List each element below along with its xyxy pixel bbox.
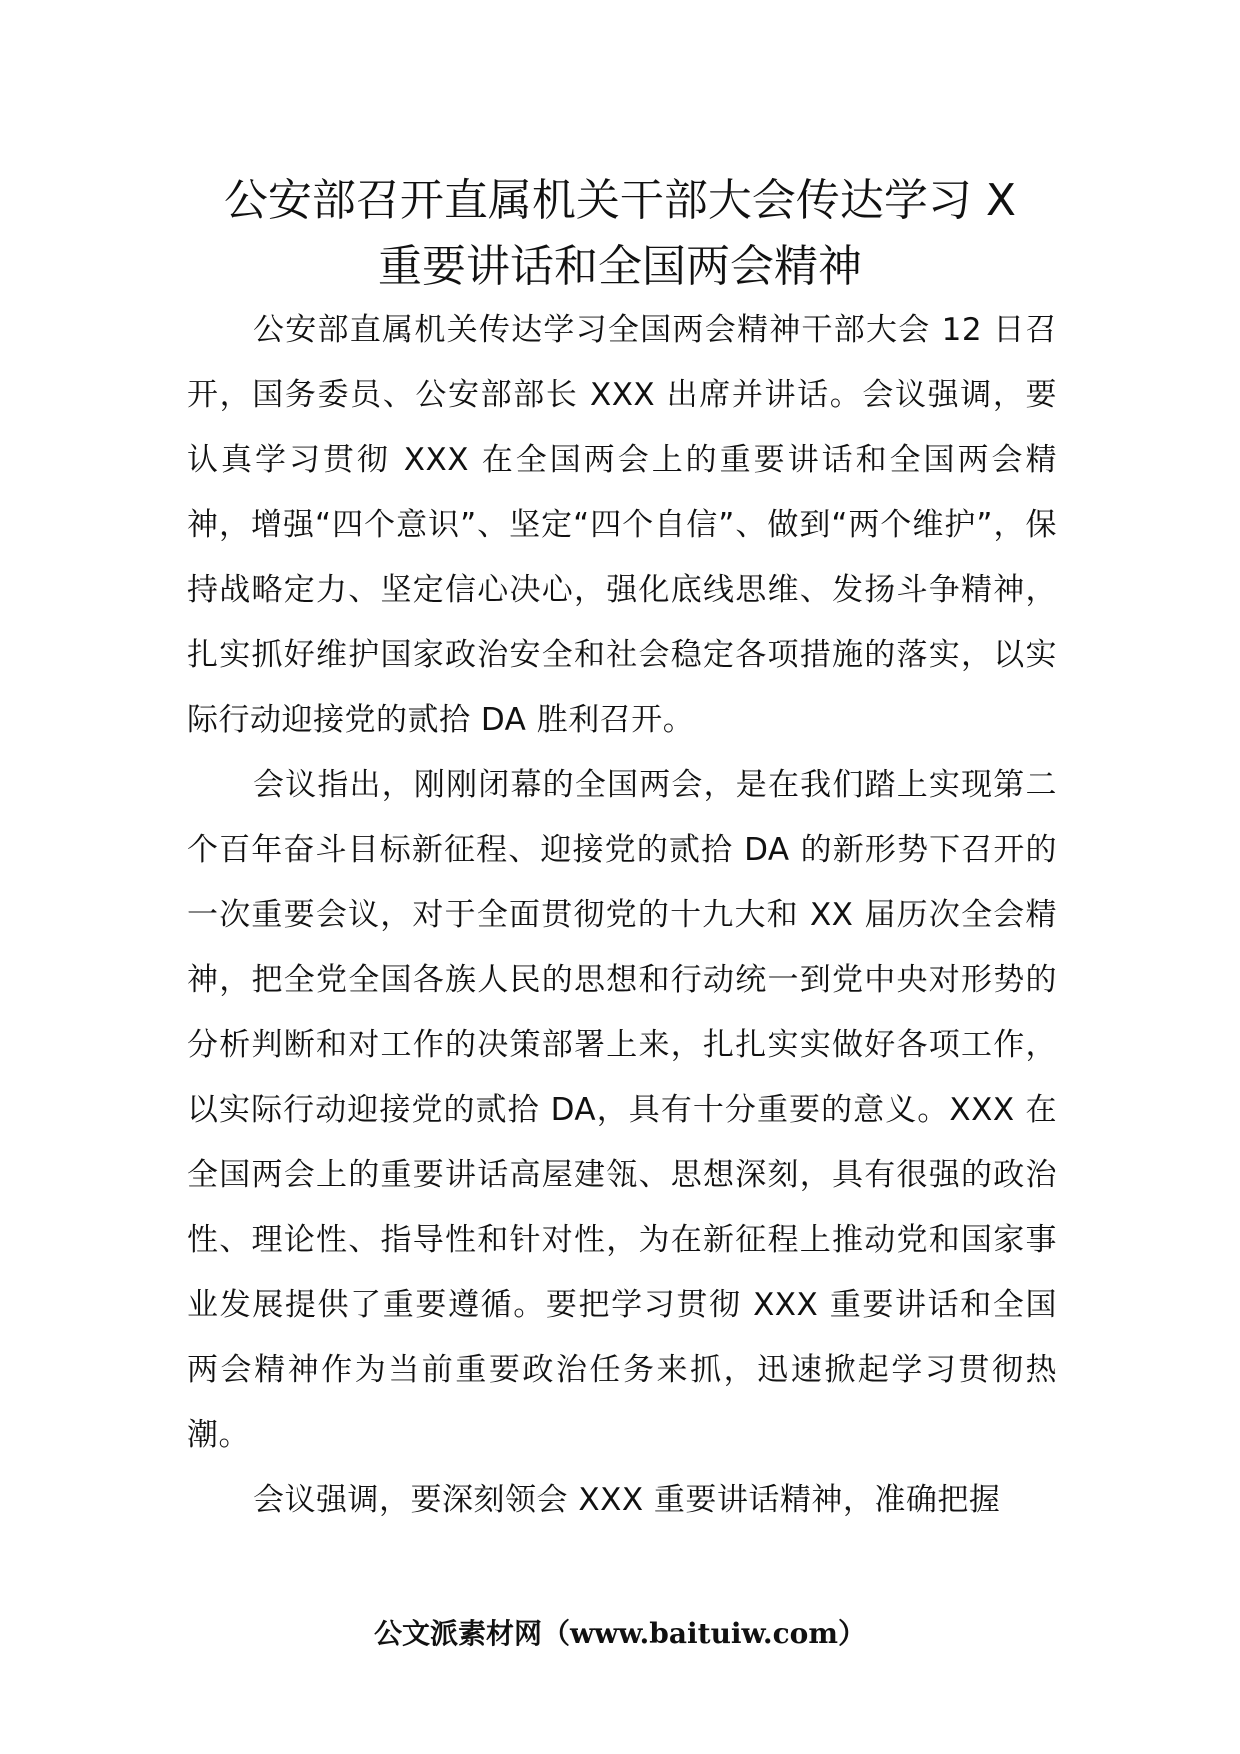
title-line-2: 重要讲话和全国两会精神	[378, 241, 862, 292]
paragraph-1: 公安部直属机关传达学习全国两会精神干部大会 12 日召开，国务委员、公安部部长 XXX 出席并讲话。会议强调，要认真学习贯彻 XXX 在全国两会上的重要讲话和全国两会精神，增强“四个意识”、坚定“四个自信”、做到“两个维护”，保持战略定力、坚定信心决心，强化底线思维、发扬斗争精神，扎实抓好维护国家政治安全和社会稳定各项措施的落实，以实际行动迎接党的贰拾 DA 胜利召开。	[187, 312, 1057, 738]
title-line-1: 公安部召开直属机关干部大会传达学习 X	[223, 175, 1017, 226]
footer-watermark: 公文派素材网（www.baituiw.com）	[374, 1617, 866, 1650]
document-title	[150, 168, 1090, 300]
paragraph-3: 会议强调，要深刻领会 XXX 重要讲话精神，准确把握	[253, 1482, 1001, 1518]
document-body	[187, 298, 1057, 1533]
paragraph-2: 会议指出，刚刚闭幕的全国两会，是在我们踏上实现第二个百年奋斗目标新征程、迎接党的贰拾 DA 的新形势下召开的一次重要会议，对于全面贯彻党的十九大和 XX 届历次全会精神，把全党全国各族人民的思想和行动统一到党中央对形势的分析判断和对工作的决策部署上来，扎扎实实做好各项工作，以实际行动迎接党的贰拾 DA，具有十分重要的意义。XXX 在全国两会上的重要讲话高屋建瓴、思想深刻，具有很强的政治性、理论性、指导性和针对性，为在新征程上推动党和国家事业发展提供了重要遵循。要把学习贯彻 XXX 重要讲话和全国两会精神作为当前重要政治任务来抓，迅速掀起学习贯彻热潮。	[187, 767, 1057, 1453]
